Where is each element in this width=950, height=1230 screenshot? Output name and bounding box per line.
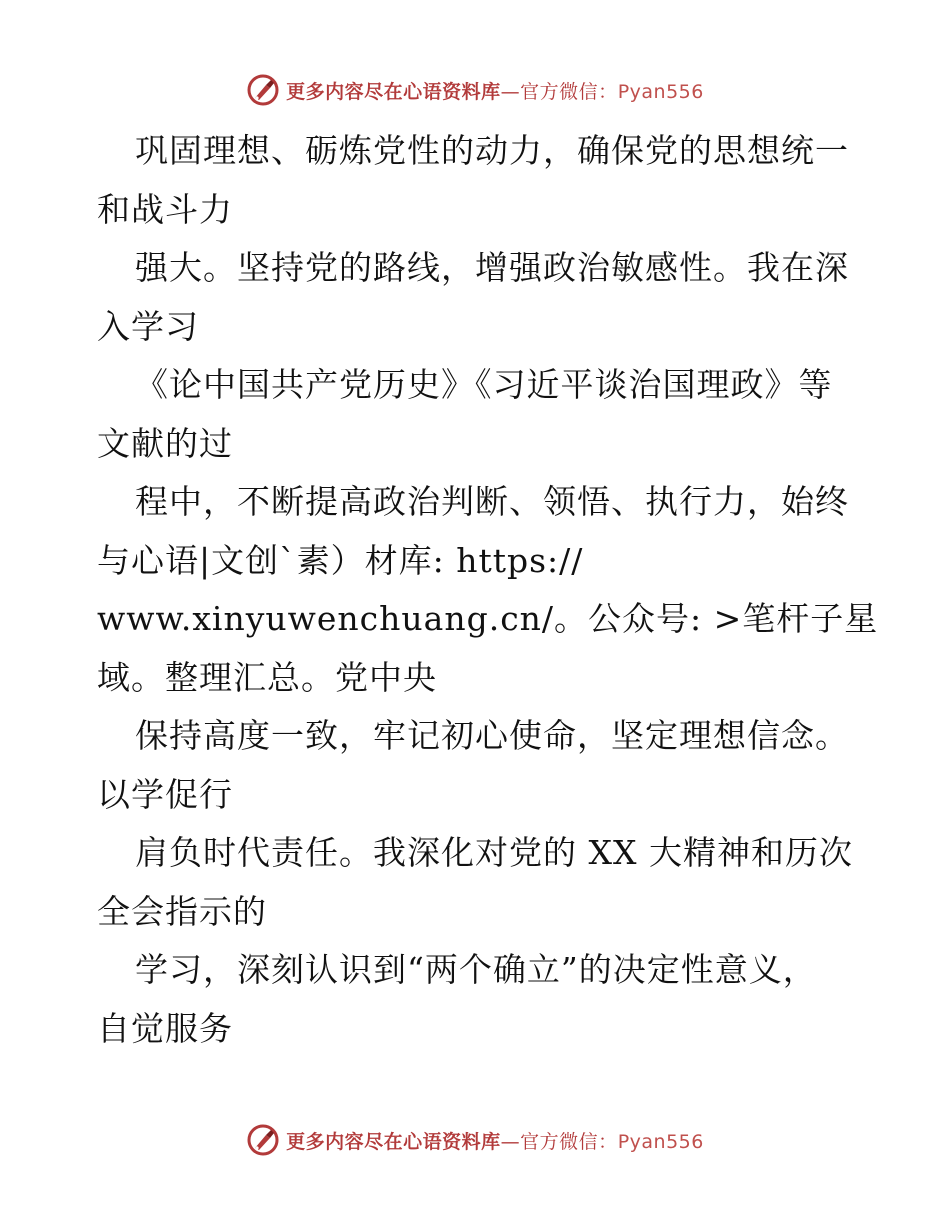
banner-site-text: 更多内容尽在心语资料库: [286, 1130, 501, 1153]
banner-text: [286, 1127, 704, 1154]
document-body: [97, 122, 879, 1058]
banner-wechat-id: Pyan556: [617, 80, 704, 103]
body-line: 与心语|文创`素）材库: https://: [97, 540, 584, 580]
body-line: 肩负时代责任。我深化对党的 XX 大精神和历次: [135, 833, 853, 872]
banner-wechat-label: 官方微信：: [520, 80, 618, 103]
body-line: 全会指示的: [97, 891, 267, 931]
body-line: 巩固理想、砺炼党性的动力，确保党的思想统一: [135, 131, 849, 170]
pen-logo-icon: [246, 1123, 280, 1157]
body-line: 《论中国共产党历史》《习近平谈治国理政》等: [135, 365, 833, 404]
body-line: 自觉服务: [97, 1008, 233, 1048]
body-line: 文献的过: [97, 423, 233, 463]
banner-separator: —: [500, 80, 521, 103]
body-line: 保持高度一致，牢记初心使命，坚定理想信念。: [135, 716, 849, 755]
banner-separator: —: [500, 1130, 521, 1153]
pen-logo-icon: [246, 73, 280, 107]
banner-wechat-id: Pyan556: [617, 1130, 704, 1153]
body-line: 以学促行: [97, 774, 233, 814]
body-line: 程中，不断提高政治判断、领悟、执行力，始终: [135, 482, 849, 521]
body-line: 和战斗力: [97, 189, 233, 229]
banner-wechat-label: 官方微信：: [520, 1130, 618, 1153]
header-banner: [0, 72, 950, 108]
body-line: www.xinyuwenchuang.cn/。公众号: >笔杆子星: [97, 599, 879, 638]
body-line: 域。整理汇总。党中央: [97, 657, 437, 697]
body-line: 强大。坚持党的路线，增强政治敏感性。我在深: [135, 248, 849, 287]
footer-banner: [0, 1122, 950, 1158]
banner-site-text: 更多内容尽在心语资料库: [286, 80, 501, 103]
body-line: 入学习: [97, 306, 199, 346]
body-line: 学习，深刻认识到“两个确立”的决定性意义，: [135, 950, 817, 989]
banner-text: [286, 77, 704, 104]
